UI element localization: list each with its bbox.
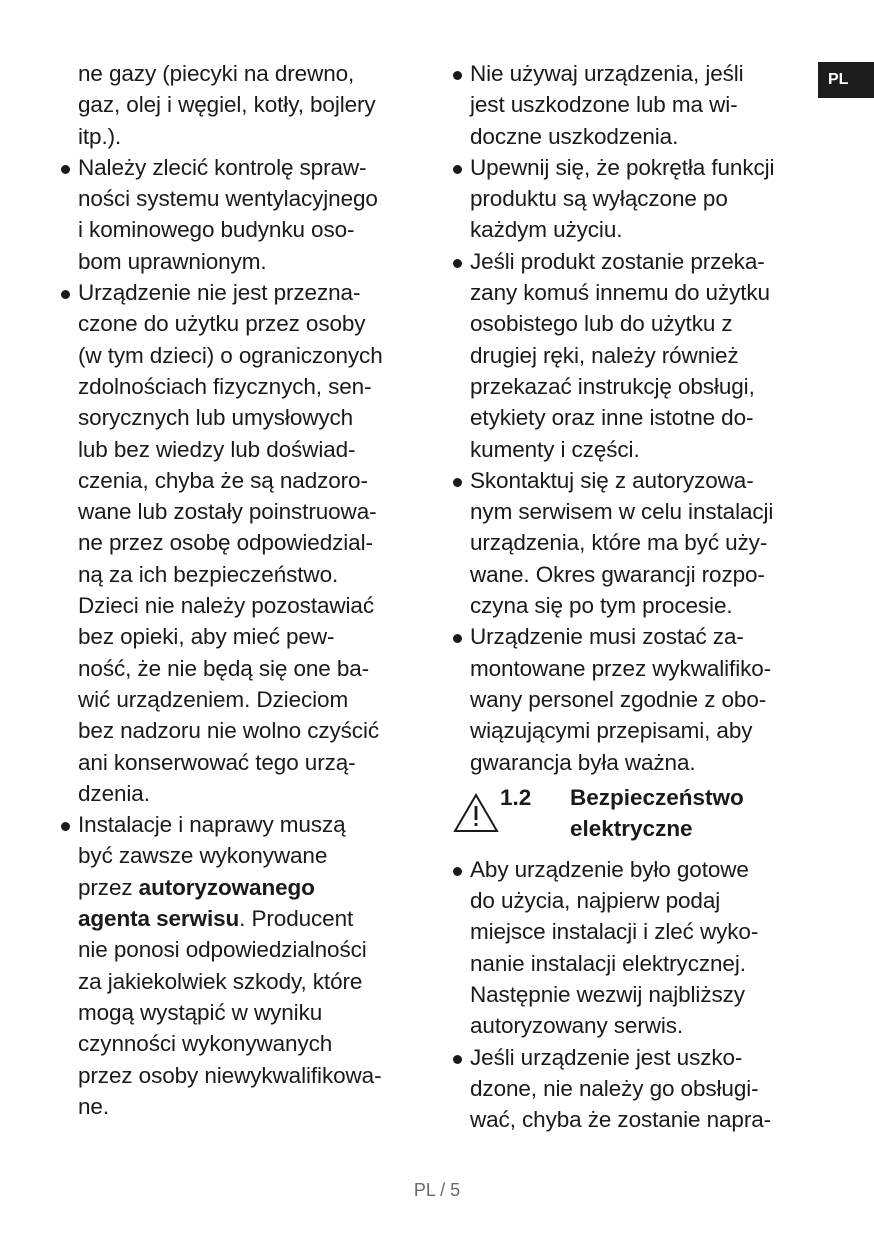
text-line: jest uszkodzone lub ma wi- [470,92,738,118]
bullet-item-start: Aby urządzenie było gotowe [452,854,822,885]
bullet-item-start: Upewnij się, że pokrętła funkcji [452,152,822,183]
bold-term: autoryzowanego [138,874,315,900]
bullet-item-start: Urządzenie musi zostać za- [452,621,822,652]
text-line: etykiety oraz inne istotne do- [470,405,754,431]
text-line: wić urządzeniem. Dzieciom [78,686,349,712]
text-line: za jakiekolwiek szkody, które [78,968,363,994]
text-line: lub bez wiedzy lub doświad- [78,436,356,462]
text-run: przez [78,874,139,900]
text-line: gwarancja była ważna. [470,749,696,775]
right-column [452,58,822,1136]
text-line: być zawsze wykonywane [78,843,328,869]
language-tab: PL [818,62,874,98]
section-title-line: elektryczne [570,815,693,841]
text-line: itp.). [78,123,122,149]
text-line: bez opieki, aby mieć pew- [78,624,335,650]
text-line: ne przez osobę odpowiedzial- [78,530,373,556]
text-line: każdym użyciu. [470,217,623,243]
text-line: ność, że nie będą się one ba- [78,655,370,681]
text-line: zany komuś innemu do użytku [470,280,770,306]
section-title [570,782,744,844]
text-line: ności systemu wentylacyjnego [78,186,378,212]
bullet-item-start: Instalacje i naprawy muszą [60,809,430,840]
text-line: czynności wykonywanych [78,1031,333,1057]
text-line: ne. [78,1093,109,1119]
text-line: ani konserwować tego urzą- [78,749,356,775]
section-heading [452,782,822,848]
bullet-item-start: Jeśli produkt zostanie przeka- [452,246,822,277]
text-line: czenia, chyba że są nadzoro- [78,467,368,493]
text-line: kumenty i części. [470,436,640,462]
text-line: ną za ich bezpieczeństwo. [78,561,339,587]
text-line: gaz, olej i węgiel, kotły, bojlery [78,92,376,118]
text-line: mogą wystąpić w wyniku [78,999,323,1025]
text-line: przez osoby niewykwalifikowa- [78,1062,382,1088]
bold-term: agenta serwisu [78,906,240,932]
text-line: drugiej ręki, należy również [470,342,739,368]
text-line: Dzieci nie należy pozostawiać [78,593,374,619]
text-line: i kominowego budynku oso- [78,217,355,243]
text-line [60,872,430,903]
text-line: bom uprawnionym. [78,248,267,274]
text-line: nie ponosi odpowiedzialności [78,937,367,963]
text-line: dzenia. [78,780,150,806]
section-number: 1.2 [500,784,532,810]
text-line: osobistego lub do użytku z [470,311,733,337]
text-run: . Producent [239,906,354,932]
text-line [60,903,430,934]
text-line: bez nadzoru nie wolno czyścić [78,718,380,744]
text-line: zdolnościach fizycznych, sen- [78,373,372,399]
text-line: do użycia, najpierw podaj [470,888,721,914]
text-line: przekazać instrukcję obsługi, [470,373,755,399]
text-line: sorycznych lub umysłowych [78,405,354,431]
bullet-item-start: Skontaktuj się z autoryzowa- [452,465,822,496]
text-line: urządzenia, które ma być uży- [470,530,768,556]
text-line: doczne uszkodzenia. [470,123,679,149]
section-title-line: Bezpieczeństwo [570,784,744,810]
text-line: autoryzowany serwis. [470,1013,684,1039]
text-line: czyna się po tym procesie. [470,593,733,619]
bullet-item-start: Jeśli urządzenie jest uszko- [452,1042,822,1073]
text-line: wane lub zostały poinstruowa- [78,499,377,525]
text-line: dzone, nie należy go obsługi- [470,1075,759,1101]
text-line: nym serwisem w celu instalacji [470,499,774,525]
bullet-item-start: Urządzenie nie jest przezna- [60,277,430,308]
left-column [60,58,430,1122]
text-line: ne gazy (piecyki na drewno, [78,61,355,86]
text-line: wane. Okres gwarancji rozpo- [470,561,765,587]
text-line: czone do użytku przez osoby [78,311,366,337]
bullet-item-start: Należy zlecić kontrolę spraw- [60,152,430,183]
text-line: (w tym dzieci) o ograniczonych [78,342,383,368]
warning-triangle-icon [452,792,500,834]
page-number: PL / 5 [413,1180,461,1200]
text-line: wany personel zgodnie z obo- [470,686,767,712]
text-line: montowane przez wykwalifiko- [470,655,772,681]
text-line: wiązującymi przepisami, aby [470,718,753,744]
text-line: produktu są wyłączone po [470,186,728,212]
text-line: nanie instalacji elektrycznej. [470,950,746,976]
text-line: wać, chyba że zostanie napra- [470,1107,772,1133]
bullet-item-start: Nie używaj urządzenia, jeśli [452,58,822,89]
text-line: miejsce instalacji i zleć wyko- [470,919,759,945]
text-line: Następnie wezwij najbliższy [470,982,745,1008]
